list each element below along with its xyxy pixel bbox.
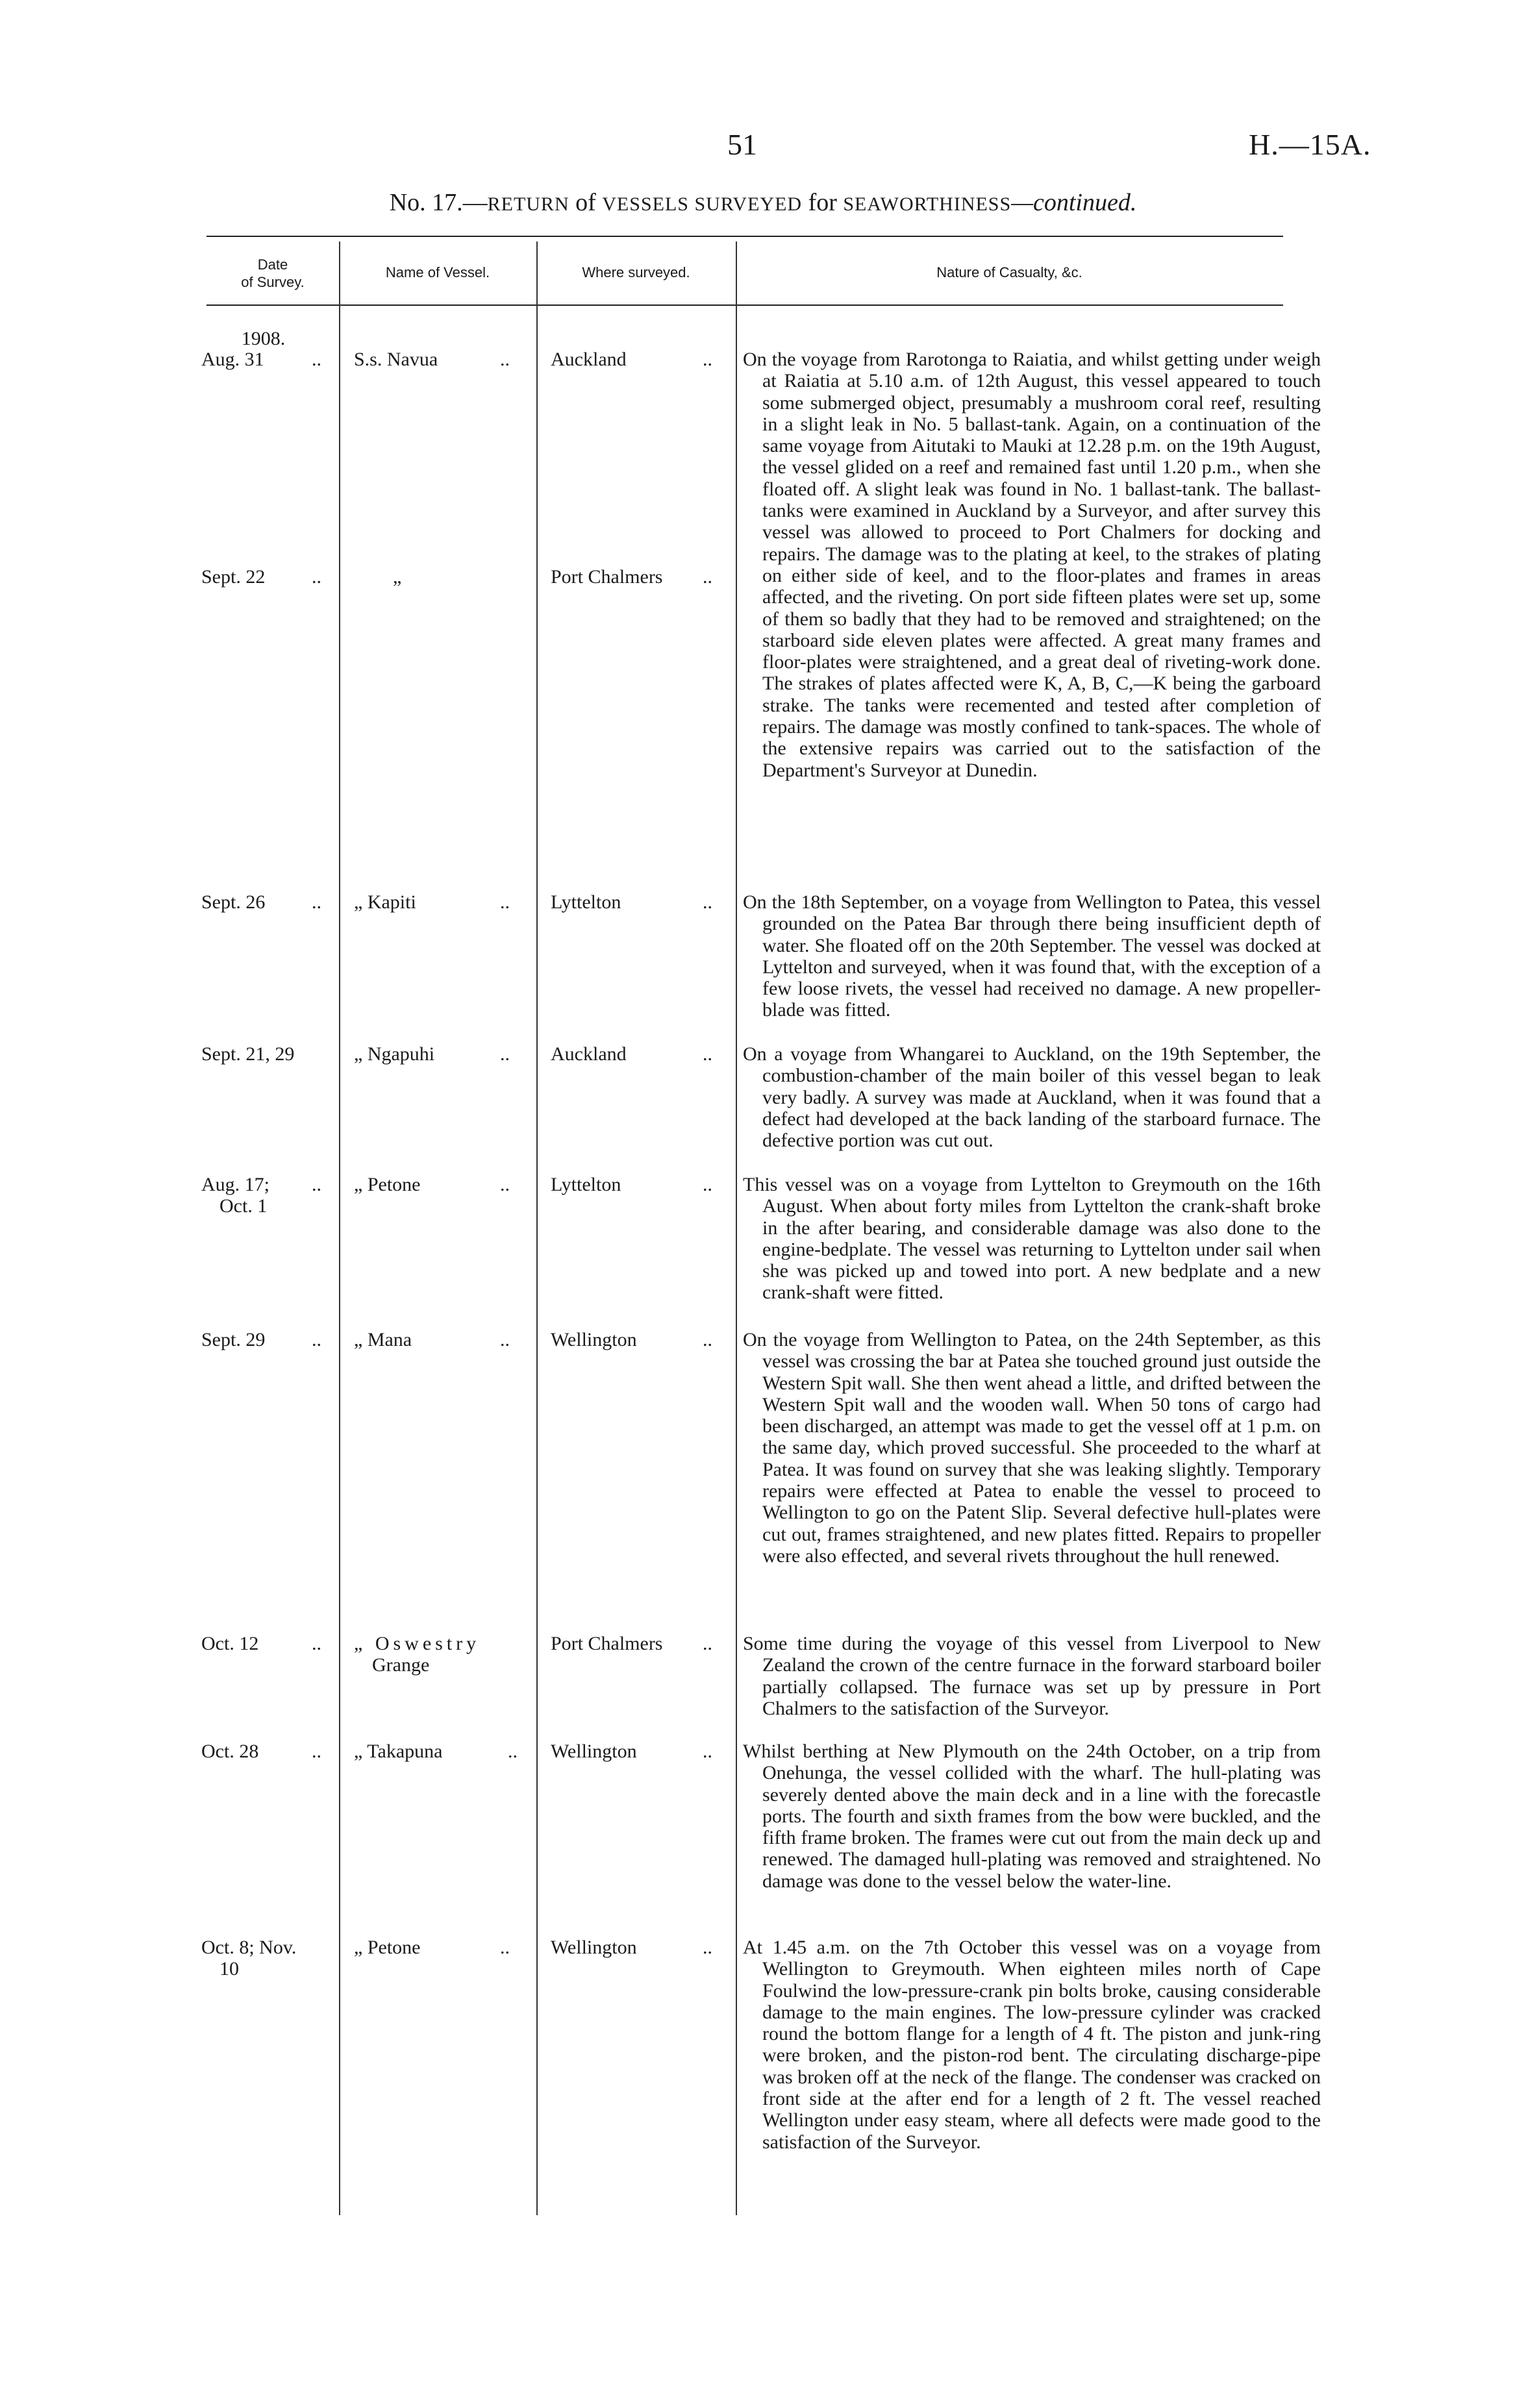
- row-date: Oct. 28: [201, 1741, 259, 1762]
- row-date: Sept. 26: [201, 891, 266, 913]
- row-nature: On a voyage from Whangarei to Auckland, on the 19th September, the combustion-chamber of the main boiler of this vessel began to leak very badly. A survey was made at Auckland, when it was found that a defect had developed at the back landing of the starboard furnace. The defective portion was cut out.: [743, 1043, 1321, 1152]
- title-continued: —continued.: [1011, 189, 1137, 216]
- leader-dots: ..: [312, 891, 321, 913]
- row-where: Port Chalmers: [551, 566, 663, 588]
- title-word-vessels: VESSELS SURVEYED: [602, 193, 803, 215]
- header-where: Where surveyed.: [582, 264, 690, 280]
- leader-dots: ..: [703, 566, 712, 588]
- leader-dots: ..: [703, 1174, 712, 1195]
- row-where: Wellington: [551, 1741, 637, 1762]
- row-date: Sept. 22: [201, 566, 266, 588]
- row-nature: On the voyage from Wellington to Patea, on the 24th September, as this vessel was crossing the bar at Patea she touched ground just outside the Western Spit wall. She then went ahead a little, and drifted between the Western Spit wall and the wooden wall. When 50 tons of cargo had been discharged, an attempt was made to get the vessel off at 1 p.m. on the same day, which proved successful. She proceeded to the wharf at Patea. It was found on survey that she was leaking slightly. Temporary repairs were effected at Patea to enable the vessel to proceed to Wellington to go on the Patent Slip. Several defective hull-plates were cut out, frames straightened, and new plates fitted. Repairs to propeller were also effected, and several rivets throughout the hull renewed.: [743, 1329, 1321, 1567]
- leader-dots: ..: [508, 1741, 518, 1762]
- column-divider: [736, 242, 737, 2215]
- table-header-rule: [206, 304, 1283, 306]
- page-number: 51: [727, 128, 757, 161]
- title-word-return: RETURN: [487, 193, 569, 215]
- leader-dots: ..: [703, 1937, 712, 1958]
- header-vessel: Name of Vessel.: [385, 264, 490, 280]
- row-where: Port Chalmers: [551, 1633, 663, 1654]
- leader-dots: ..: [703, 349, 712, 370]
- leader-dots: ..: [312, 349, 321, 370]
- row-vessel: „ Takapuna: [354, 1741, 443, 1762]
- title-for: for: [808, 189, 837, 216]
- row-date: Aug. 17; Oct. 1: [201, 1174, 269, 1217]
- leader-dots: ..: [703, 1043, 712, 1065]
- row-vessel: „ Ngapuhi: [354, 1043, 435, 1065]
- row-nature: Whilst berthing at New Plymouth on the 24th October, on a trip from Onehunga, the vessel collided with the wharf. The hull-plating was severely dented above the main deck and in a line with the forecastle ports. The fourth and sixth frames from the bow were buckled, and the fifth frame broken. The frames were cut out from the main deck up and renewed. The damaged hull-plating was removed and straightened. No damage was done to the vessel below the water-line.: [743, 1741, 1321, 1892]
- row-where: Wellington: [551, 1329, 637, 1350]
- leader-dots: ..: [703, 1741, 712, 1762]
- row-vessel: „: [393, 566, 402, 588]
- page-reference: H.—15A.: [1249, 128, 1371, 161]
- row-date: Oct. 8; Nov. 10: [201, 1937, 297, 1980]
- leader-dots: ..: [500, 1043, 510, 1065]
- column-divider: [536, 242, 538, 2215]
- row-where: Lyttelton: [551, 891, 621, 913]
- row-nature: Some time during the voyage of this vessel from Liverpool to New Zealand the crown of the centre furnace in the forward starboard boiler partially collapsed. The furnace was set up by pressure in Port Chalmers to the satisfaction of the Surveyor.: [743, 1633, 1321, 1719]
- column-divider: [339, 242, 340, 2215]
- leader-dots: ..: [703, 1633, 712, 1654]
- table-top-rule: [206, 236, 1283, 237]
- row-date: Aug. 31: [201, 349, 264, 370]
- leader-dots: ..: [500, 1174, 510, 1195]
- table-title: [0, 188, 1526, 217]
- leader-dots: ..: [703, 1329, 712, 1350]
- leader-dots: ..: [500, 1329, 510, 1350]
- header-date: Date of Survey.: [241, 256, 305, 290]
- header-nature: Nature of Casualty, &c.: [936, 264, 1082, 280]
- row-vessel: „ Petone: [354, 1937, 421, 1958]
- year-label: 1908.: [241, 328, 286, 349]
- row-date: Sept. 21, 29: [201, 1043, 295, 1065]
- leader-dots: ..: [312, 1633, 321, 1654]
- row-where: Auckland: [551, 1043, 627, 1065]
- leader-dots: ..: [500, 1937, 510, 1958]
- row-nature: At 1.45 a.m. on the 7th October this vessel was on a voyage from Wellington to Greymouth. When eighteen miles north of Cape Foulwind the low-pressure-crank pin bolts broke, causing considerable damage to the main engines. The low-pressure cylinder was cracked round the bottom flange for a length of 4 ft. The piston and junk-ring were broken, and the piston-rod bent. The circulating discharge-pipe was broken off at the neck of the flange. The condenser was cracked on front side at the after end for a length of 2 ft. The vessel reached Wellington under easy steam, where all defects were made good to the satisfaction of the Surveyor.: [743, 1937, 1321, 2153]
- leader-dots: ..: [500, 891, 510, 913]
- row-date: Oct. 12: [201, 1633, 259, 1654]
- leader-dots: ..: [312, 566, 321, 588]
- title-word-seaworthiness: SEAWORTHINESS: [843, 193, 1012, 215]
- row-nature: On the 18th September, on a voyage from Wellington to Patea, this vessel grounded on the Patea Bar through there being insufficient depth of water. She floated off on the 20th September. The vessel was docked at Lyttelton and surveyed, when it was found that, with the exception of a few loose rivets, the vessel had received no damage. A new propeller-blade was fitted.: [743, 891, 1321, 1021]
- row-vessel: „ Petone: [354, 1174, 421, 1195]
- leader-dots: ..: [312, 1741, 321, 1762]
- row-vessel: S.s. Navua: [354, 349, 438, 370]
- leader-dots: ..: [500, 349, 510, 370]
- row-where: Auckland: [551, 349, 627, 370]
- leader-dots: ..: [312, 1174, 321, 1195]
- leader-dots: ..: [703, 891, 712, 913]
- row-date: Sept. 29: [201, 1329, 266, 1350]
- title-number: No. 17.—: [389, 189, 488, 216]
- row-vessel: „ Oswestry Grange: [354, 1633, 481, 1676]
- title-of: of: [575, 189, 596, 216]
- row-where: Lyttelton: [551, 1174, 621, 1195]
- row-where: Wellington: [551, 1937, 637, 1958]
- row-nature: On the voyage from Rarotonga to Raiatia, and whilst getting under weigh at Raiatia at 5.10 a.m. of 12th August, this vessel appeared to touch some submerged object, presumably a mushroom coral reef, resulting in a slight leak in No. 5 ballast-tank. Again, on a continuation of the same voyage from Aitutaki to Mauki at 12.28 p.m. on the 19th August, the vessel glided on a reef and remained fast until 1.20 p.m., when she floated off. A slight leak was found in No. 1 ballast-tank. The ballast-tanks were examined in Auckland by a Surveyor, and after survey this vessel was allowed to proceed to Port Chalmers for docking and repairs. The damage was to the plating at keel, to the strakes of plating on either side of keel, and to the floor-plates and frames in areas affected, and the riveting. On port side fifteen plates were set up, some of them so badly that they had to be removed and straightened; on the starboard side eleven plates were affected. A great many frames and floor-plates were straightened, and a great deal of riveting-work done. The strakes of plates affected were K, A, B, C,—K being the garboard strake. The tanks were recemented and tested after completion of repairs. The damage was mostly confined to tank-spaces. The whole of the extensive repairs was carried out to the satisfaction of the Department's Surveyor at Dunedin.: [743, 349, 1321, 781]
- row-vessel: „ Mana: [354, 1329, 412, 1350]
- row-vessel: „ Kapiti: [354, 891, 416, 913]
- row-nature: This vessel was on a voyage from Lyttelton to Greymouth on the 16th August. When about forty miles from Lyttelton the crank-shaft broke in the after bearing, and considerable damage was also done to the engine-bedplate. The vessel was returning to Lyttelton under sail when she was picked up and towed into port. A new bedplate and a new crank-shaft were fitted.: [743, 1174, 1321, 1304]
- leader-dots: ..: [312, 1329, 321, 1350]
